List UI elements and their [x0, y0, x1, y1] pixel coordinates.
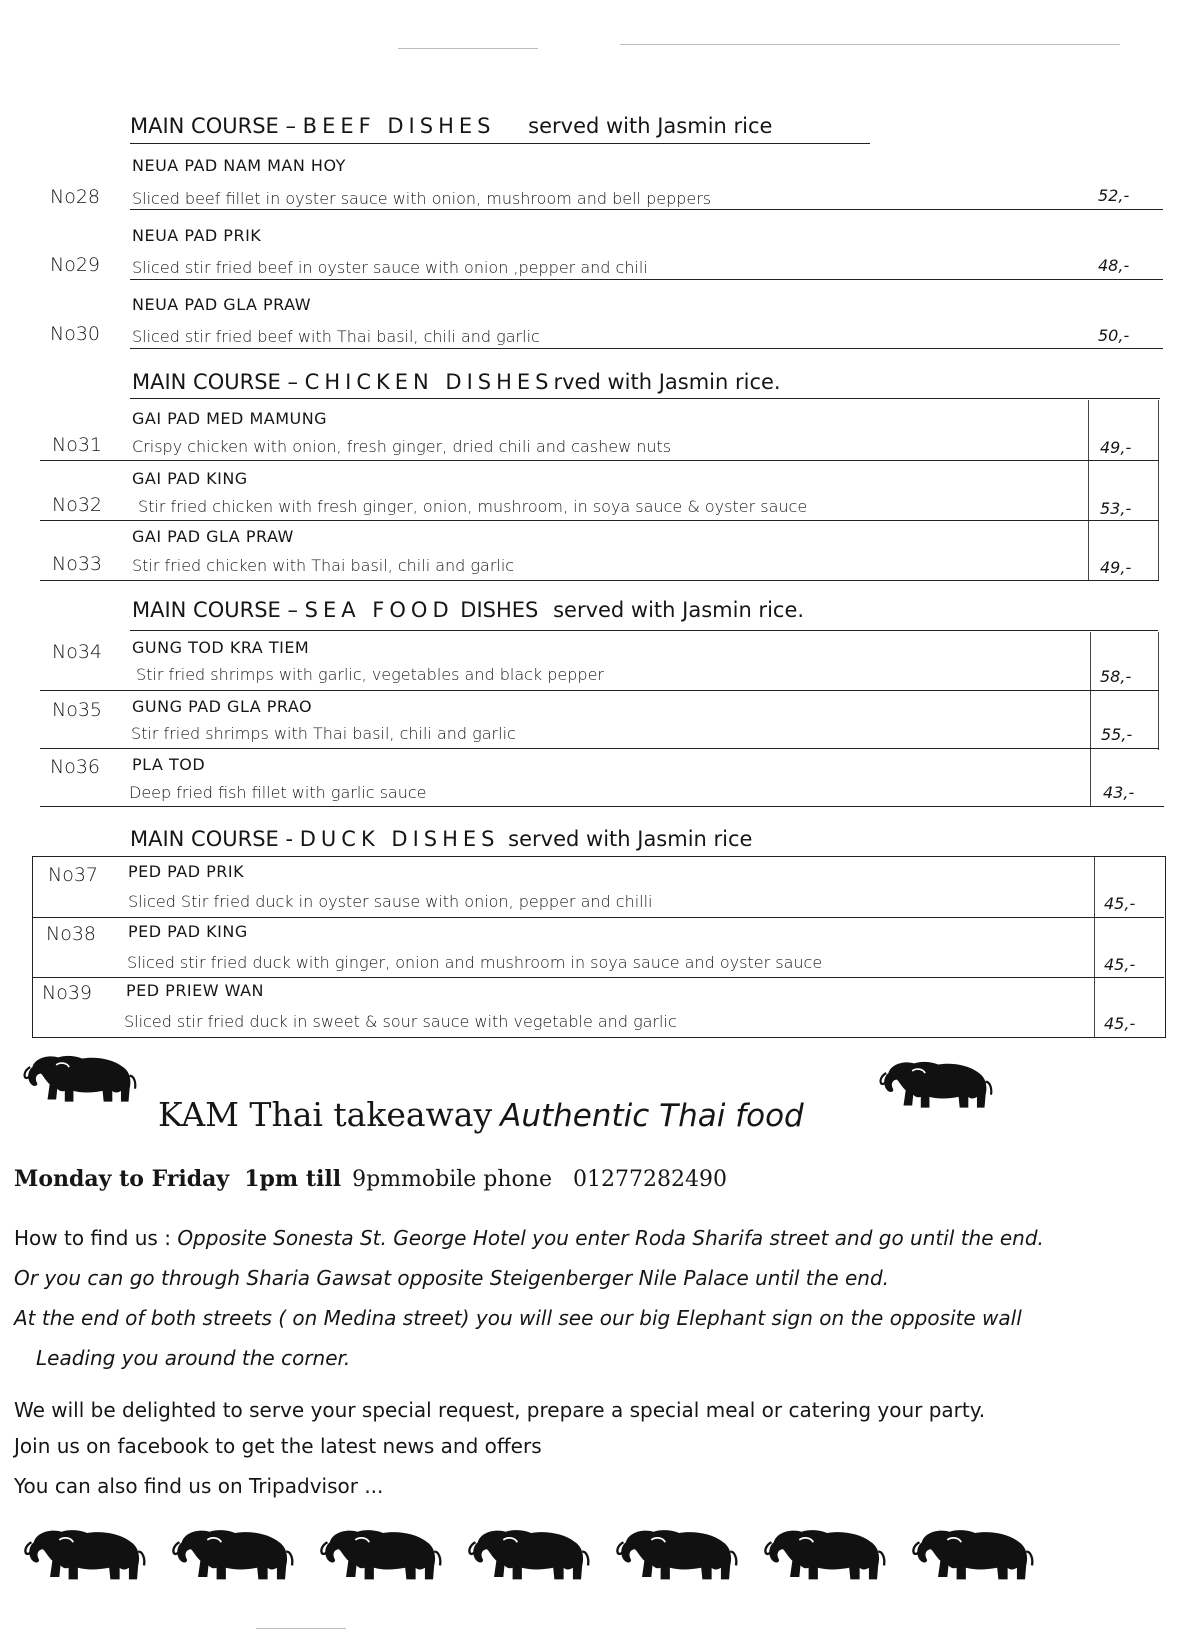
- divider: [40, 748, 1159, 749]
- item-price: 45,-: [1104, 1014, 1136, 1033]
- opening-hours: [14, 1166, 727, 1192]
- price-column-rule: [1088, 400, 1089, 580]
- item-description: Stir fried shrimps with Thai basil, chili and garlic: [131, 724, 516, 743]
- item-description: Crispy chicken with onion, fresh ginger, dried chili and cashew nuts: [132, 437, 672, 456]
- divider: [40, 580, 1159, 581]
- item-name: GAI PAD MED MAMUNG: [132, 409, 328, 428]
- item-number: No32: [52, 494, 103, 516]
- item-name: NEUA PAD NAM MAN HOY: [132, 156, 346, 175]
- section-title-spaced: SEA FOOD: [304, 598, 454, 622]
- elephant-icon: [22, 1052, 140, 1106]
- item-price: 50,-: [1098, 326, 1130, 345]
- item-number: No39: [42, 982, 93, 1004]
- item-name: PED PAD PRIK: [128, 862, 245, 881]
- item-name: GUNG PAD GLA PRAO: [132, 697, 313, 716]
- elephant-icon: [170, 1526, 298, 1584]
- item-number: No38: [46, 923, 97, 945]
- brand-line: [158, 1095, 804, 1134]
- item-price: 53,-: [1100, 499, 1132, 518]
- section-title-prefix: MAIN COURSE –: [132, 598, 305, 622]
- item-description: Sliced stir fried beef with Thai basil, chili and garlic: [132, 327, 540, 346]
- phone-number: 01277282490: [573, 1167, 727, 1192]
- divider: [130, 348, 1163, 349]
- item-number: No35: [52, 699, 103, 721]
- item-name: GAI PAD KING: [132, 469, 248, 488]
- section-served-note: served with Jasmin rice: [528, 114, 773, 138]
- item-number: No29: [50, 254, 101, 276]
- item-price: 45,-: [1104, 955, 1136, 974]
- elephant-icon: [910, 1526, 1038, 1584]
- item-price: 58,-: [1100, 667, 1132, 686]
- item-name: PED PAD KING: [128, 922, 248, 941]
- item-description: Deep fried fish fillet with garlic sauce: [129, 783, 427, 802]
- item-name: NEUA PAD GLA PRAW: [132, 295, 312, 314]
- price-column-rule: [1090, 632, 1091, 807]
- item-price: 45,-: [1104, 894, 1136, 913]
- section-served-note: served with Jasmin rice.: [553, 598, 805, 622]
- phone-label: mobile phone: [401, 1167, 552, 1192]
- brand-tagline: Authentic Thai food: [500, 1098, 804, 1134]
- item-description: Stir fried chicken with Thai basil, chili and garlic: [132, 556, 515, 575]
- section-title-suffix: DISHES: [453, 598, 539, 622]
- elephant-icon: [878, 1058, 996, 1112]
- divider: [32, 917, 1164, 918]
- directions-line-2: Or you can go through Sharia Gawsat opposite Steigenberger Nile Palace until the end.: [14, 1266, 890, 1290]
- hours-open: 1pm till: [244, 1166, 342, 1192]
- item-number: No30: [50, 323, 101, 345]
- note-special-request: We will be delighted to serve your special request, prepare a special meal or catering your party.: [14, 1398, 986, 1422]
- item-description: Stir fried chicken with fresh ginger, onion, mushroom, in soya sauce & oyster sauce: [138, 497, 808, 516]
- elephant-icon: [466, 1526, 594, 1584]
- section-title-beef: [130, 114, 772, 138]
- section-title-prefix: MAIN COURSE –: [132, 370, 305, 394]
- divider: [130, 630, 1158, 631]
- elephant-icon: [762, 1526, 890, 1584]
- scan-mark: [398, 48, 538, 49]
- item-price: 49,-: [1100, 438, 1132, 457]
- section-title-spaced: CHICKEN DISHES: [304, 370, 554, 394]
- duck-table-frame: [32, 856, 1166, 1038]
- item-name: PED PRIEW WAN: [126, 981, 265, 1000]
- section-title-chicken: [132, 370, 781, 394]
- directions-line-3: At the end of both streets ( on Medina street) you will see our big Elephant sign on the opposite wall: [14, 1306, 1022, 1330]
- item-description: Sliced stir fried duck with ginger, onion and mushroom in soya sauce and oyster sauce: [127, 953, 823, 972]
- item-price: 49,-: [1100, 558, 1132, 577]
- directions-label: How to find us: [14, 1226, 158, 1250]
- price-column-rule: [1158, 632, 1159, 750]
- divider: [40, 690, 1159, 691]
- item-price: 52,-: [1098, 186, 1130, 205]
- section-title-seafood: [132, 598, 804, 622]
- section-served-note: rved with Jasmin rice.: [553, 370, 781, 394]
- divider: [130, 143, 870, 144]
- scan-mark: [256, 1628, 346, 1629]
- section-served-note: served with Jasmin rice: [508, 827, 753, 851]
- price-column-rule: [1094, 857, 1095, 1037]
- elephant-icon: [22, 1526, 150, 1584]
- divider: [32, 977, 1164, 978]
- directions-text: Opposite Sonesta St. George Hotel you enter Roda Sharifa street and go until the end.: [177, 1226, 1044, 1250]
- section-title-prefix: MAIN COURSE -: [130, 827, 300, 851]
- item-name: GAI PAD GLA PRAW: [132, 527, 294, 546]
- item-description: Sliced Stir fried duck in oyster sause with onion, pepper and chilli: [128, 892, 653, 911]
- item-description: Sliced beef fillet in oyster sauce with onion, mushroom and bell peppers: [132, 189, 712, 208]
- section-title-duck: [130, 827, 752, 851]
- section-title-prefix: MAIN COURSE –: [130, 114, 303, 138]
- item-number: No33: [52, 553, 103, 575]
- directions-line-4: Leading you around the corner.: [36, 1346, 351, 1370]
- hours-days: Monday to Friday: [14, 1166, 230, 1192]
- section-title-spaced: BEEF DISHES: [302, 114, 496, 138]
- hours-close: 9pm: [352, 1167, 402, 1192]
- divider: [130, 209, 1163, 210]
- item-name: NEUA PAD PRIK: [132, 226, 262, 245]
- item-number: No37: [48, 864, 99, 886]
- divider: [130, 398, 1160, 399]
- item-description: Sliced stir fried beef in oyster sauce with onion ,pepper and chili: [132, 258, 648, 277]
- divider: [130, 279, 1163, 280]
- scan-mark: [620, 44, 1120, 45]
- directions-line-1: How to find us : Opposite Sonesta St. George Hotel you enter Roda Sharifa street and go until the end.: [14, 1226, 1044, 1250]
- item-price: 48,-: [1098, 256, 1130, 275]
- item-number: No34: [52, 641, 103, 663]
- item-number: No28: [50, 186, 101, 208]
- item-price: 55,-: [1101, 725, 1133, 744]
- price-column-rule: [1158, 400, 1159, 580]
- item-name: PLA TOD: [132, 755, 206, 774]
- divider: [40, 806, 1164, 807]
- item-description: Stir fried shrimps with garlic, vegetables and black pepper: [136, 665, 604, 684]
- item-price: 43,-: [1103, 783, 1135, 802]
- elephant-icon: [614, 1526, 742, 1584]
- brand-name: KAM Thai takeaway: [158, 1095, 493, 1134]
- elephant-icon: [318, 1526, 446, 1584]
- item-number: No36: [50, 756, 101, 778]
- item-number: No31: [52, 434, 103, 456]
- item-description: Sliced stir fried duck in sweet & sour sauce with vegetable and garlic: [124, 1012, 677, 1031]
- divider: [40, 460, 1159, 461]
- note-tripadvisor: You can also find us on Tripadvisor ...: [14, 1474, 384, 1498]
- note-facebook: Join us on facebook to get the latest news and offers: [14, 1434, 542, 1458]
- divider: [40, 520, 1159, 521]
- section-title-spaced: DUCK DISHES: [299, 827, 500, 851]
- item-name: GUNG TOD KRA TIEM: [132, 638, 310, 657]
